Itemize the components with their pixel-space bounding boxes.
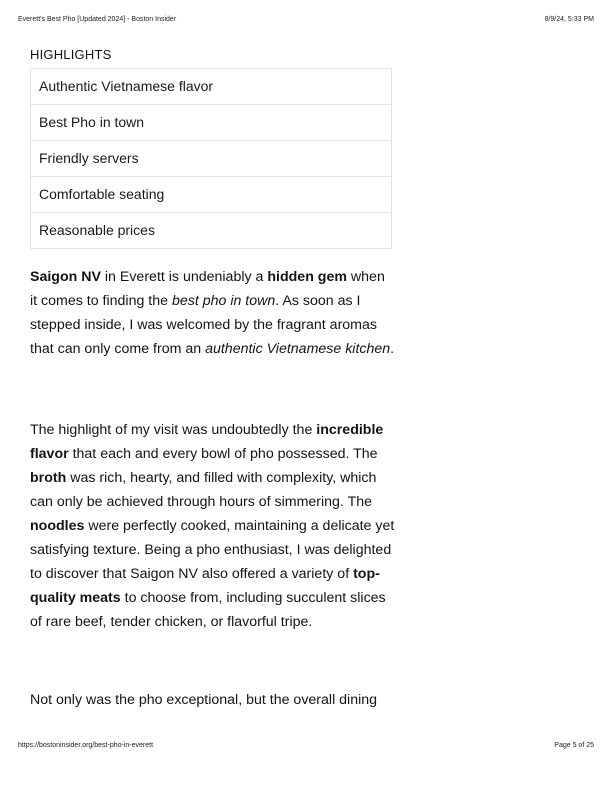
print-footer [18,742,594,749]
print-header [18,16,594,23]
page-title: Everett's Best Pho [Updated 2024] - Boston Insider [18,16,177,23]
highlight-item: Authentic Vietnamese flavor [39,78,214,94]
page-url: https://bostoninsider.org/best-pho-in-everett [18,742,154,749]
highlight-item: Best Pho in town [31,104,391,140]
emphasis: broth [30,470,67,486]
highlights-list [30,68,392,249]
article-paragraph-2: The highlight of my visit was undoubtedly the incredible flavor that each and every bowl of pho possessed. The broth was rich, hearty, and filled with complexity, which can only be achieved through hours of simmering. The noodles were perfectly cooked, maintaining a delicate yet satisfying texture. Being a pho enthusiast, I was delighted to discover that Saigon NV also offered a variety of top-quality meats to choose from, including succulent slices of rare beef, tender chicken, or flavorful tripe. [30,422,395,630]
highlight-item: Reasonable prices [31,212,391,248]
highlight-item: Friendly servers [31,140,391,176]
emphasis: top-quality meats [30,566,380,606]
emphasis: hidden gem [267,269,347,285]
emphasis: noodles [30,518,85,534]
highlights-heading: HIGHLIGHTS [30,47,112,62]
page-number: Page 5 of 25 [554,742,594,749]
article-paragraph-3: Not only was the pho exceptional, but the overall dining [30,692,378,708]
restaurant-name: Saigon NV [30,269,101,285]
print-datetime: 8/9/24, 5:33 PM [544,16,594,23]
emphasis: best pho in town [171,293,276,309]
emphasis: authentic Vietnamese kitchen [205,341,391,357]
highlight-item: Comfortable seating [31,176,391,212]
article-paragraph-1: Saigon NV in Everett is undeniably a hidden gem when it comes to finding the best pho in town. As soon as I stepped inside, I was welcomed by the fragrant aromas that can only come from an authentic Vietnamese kitchen. [30,269,395,357]
emphasis: incredible flavor [30,422,384,462]
